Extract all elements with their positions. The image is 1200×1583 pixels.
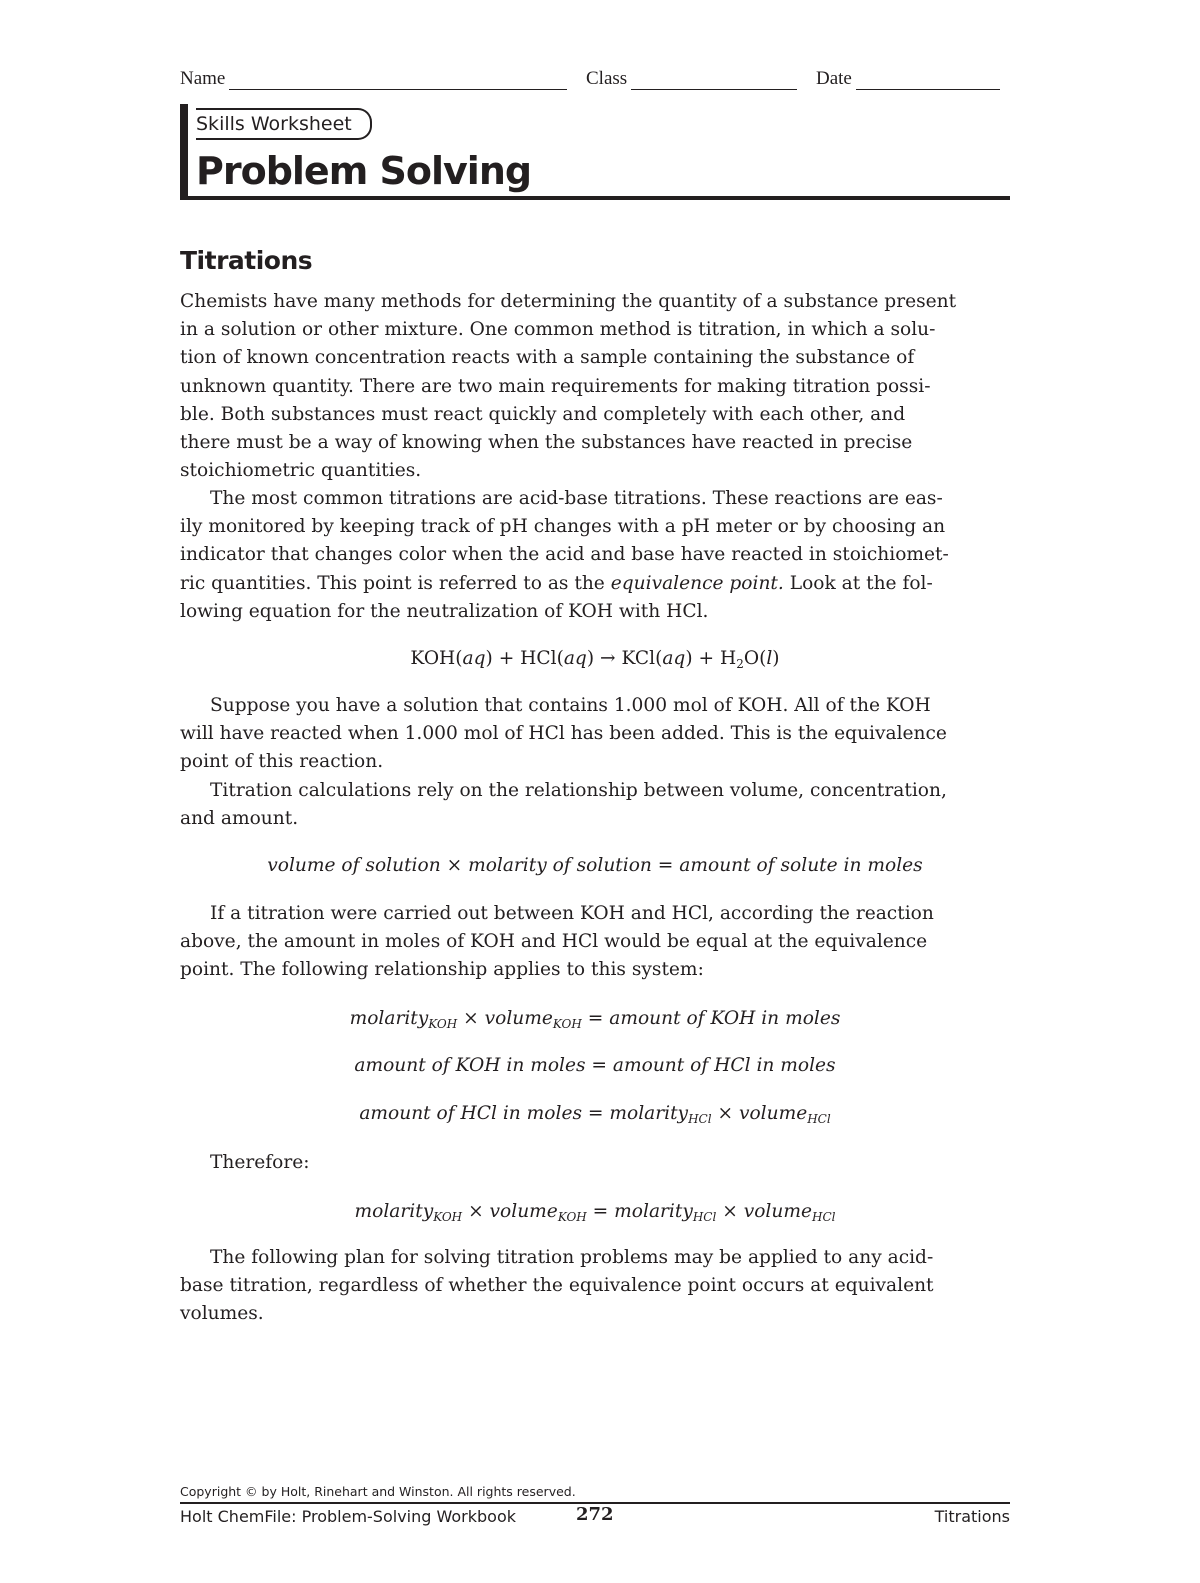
class-field[interactable] bbox=[586, 68, 797, 90]
page-number: 272 bbox=[576, 1504, 614, 1525]
paragraph-koh-hcl bbox=[180, 900, 1010, 985]
class-label: Class bbox=[586, 68, 628, 89]
text-line: will have reacted when 1.000 mol of HCl has been added. This is the equivalence bbox=[180, 723, 947, 745]
text-line: Chemists have many methods for determining the quantity of a substance present bbox=[180, 291, 957, 312]
text-line: Suppose you have a solution that contains 1.000 mol of KOH. All of the KOH bbox=[210, 695, 931, 716]
text-line: volumes. bbox=[180, 1303, 264, 1325]
date-label: Date bbox=[816, 68, 852, 89]
footer-topic: Titrations bbox=[934, 1507, 1010, 1526]
paragraph-plan bbox=[180, 1244, 1010, 1329]
text-line: point. The following relationship applies to this system: bbox=[180, 959, 704, 981]
header-fields bbox=[180, 68, 1010, 92]
volume-molarity-equation: volume of solution × molarity of solution = amount of solute in moles bbox=[267, 855, 923, 876]
date-line[interactable] bbox=[856, 71, 1000, 90]
text-line: tion of known concentration reacts with a sample containing the substance of bbox=[180, 347, 915, 369]
equation-koh-amount: molarity$_{KOH}$ × volume$_{KOH}$ = amount of KOH in moles bbox=[349, 1008, 841, 1031]
section-heading: Titrations bbox=[180, 246, 313, 275]
paragraph-therefore bbox=[180, 1149, 1010, 1177]
text-line: stoichiometric quantities. bbox=[180, 460, 422, 482]
title-side-bar bbox=[180, 104, 188, 200]
title-block bbox=[180, 104, 1010, 200]
text-line: in a solution or other mixture. One common method is titration, in which a solu- bbox=[180, 319, 936, 341]
page-title: Problem Solving bbox=[196, 149, 532, 193]
text-line bbox=[180, 570, 1010, 598]
text-line: above, the amount in moles of KOH and HCl would be equal at the equivalence bbox=[180, 931, 928, 953]
text-line: The following plan for solving titration problems may be applied to any acid- bbox=[210, 1247, 934, 1268]
equivalence-point-term: equivalence point. bbox=[610, 572, 784, 594]
text-line: lowing equation for the neutralization of KOH with HCl. bbox=[180, 600, 709, 622]
reaction-equation: $KOH(aq) + HCl(aq) \to KCl(aq) + H_2O(l)$ bbox=[410, 648, 780, 671]
title-rule bbox=[180, 196, 1010, 200]
text-line: there must be a way of knowing when the substances have reacted in precise bbox=[180, 432, 913, 454]
text-line: Titration calculations rely on the relationship between volume, concentration, bbox=[210, 779, 947, 801]
text-line: point of this reaction. bbox=[180, 751, 384, 773]
text-line: and amount. bbox=[180, 807, 299, 829]
text-line: ily monitored by keeping track of pH changes with a pH meter or by choosing an bbox=[180, 516, 946, 538]
book-title: Holt ChemFile: Problem-Solving Workbook bbox=[180, 1507, 517, 1526]
paragraph-example bbox=[180, 692, 1010, 833]
text-line: unknown quantity. There are two main requirements for making titration possi- bbox=[180, 375, 931, 397]
text-line: Therefore: bbox=[210, 1152, 310, 1173]
worksheet-type-tag: Skills Worksheet bbox=[196, 108, 372, 140]
name-line[interactable] bbox=[229, 71, 567, 90]
paragraph-intro bbox=[180, 288, 1010, 485]
equation-hcl-amount: amount of HCl in moles = molarity$_{HCl}$ × volume$_{HCl}$ bbox=[359, 1103, 831, 1126]
text-line: base titration, regardless of whether the equivalence point occurs at equivalent bbox=[180, 1275, 934, 1297]
text-line: If a titration were carried out between KOH and HCl, according the reaction bbox=[210, 903, 934, 924]
equation-titration-relation: molarity$_{KOH}$ × volume$_{KOH}$ = molarity$_{HCl}$ × volume$_{HCl}$ bbox=[354, 1201, 836, 1224]
class-line[interactable] bbox=[631, 71, 797, 90]
date-field[interactable] bbox=[816, 68, 1000, 90]
name-field[interactable] bbox=[180, 68, 567, 90]
name-label: Name bbox=[180, 68, 226, 89]
text-line: The most common titrations are acid-base titrations. These reactions are eas- bbox=[210, 488, 943, 509]
text-segment: ric quantities. This point is referred to as the bbox=[180, 572, 611, 594]
worksheet-page bbox=[180, 0, 1010, 1583]
text-line: ble. Both substances must react quickly and completely with each other, and bbox=[180, 403, 906, 425]
copyright-notice: Copyright © by Holt, Rinehart and Winston. All rights reserved. bbox=[180, 1484, 576, 1499]
equation-equal-moles: amount of KOH in moles = amount of HCl in moles bbox=[354, 1055, 836, 1076]
text-line: indicator that changes color when the acid and base have reacted in stoichiomet- bbox=[180, 544, 949, 566]
text-segment: Look at the fol- bbox=[783, 572, 933, 594]
paragraph-acid-base bbox=[180, 485, 1010, 626]
